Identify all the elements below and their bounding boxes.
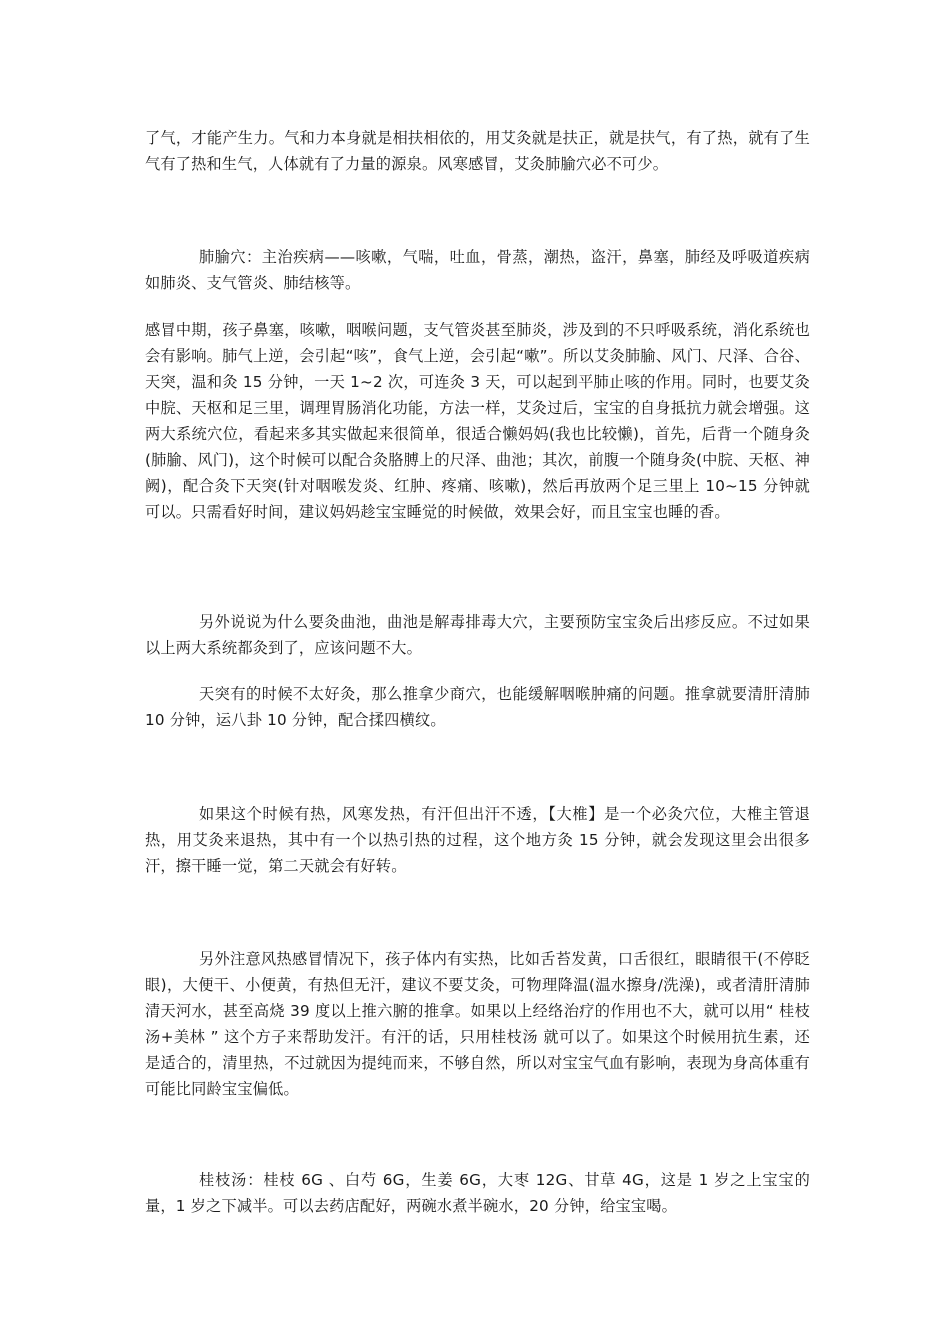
paragraph-guizhi-decoction: 桂枝汤：桂枝 6G 、白芍 6G，生姜 6G，大枣 12G、甘草 4G，这是 1 岁之上宝宝的量，1 岁之下减半。可以去药店配好，两碗水煮半碗水，20 分钟，给宝宝喝。 [145,1171,810,1215]
paragraph-mid-cold-treatment: 感冒中期，孩子鼻塞，咳嗽，咽喉问题，支气管炎甚至肺炎，涉及到的不只呼吸系统，消化系统也会有影响。肺气上逆，会引起“咳”，食气上逆，会引起“嗽”。所以艾灸肺腧、风门、尺泽、合谷、天突，温和灸 15 分钟，一天 1~2 次，可连灸 3 天，可以起到平肺止咳的作用。同时，也要艾灸中脘、天枢和足三里，调理胃肠消化功能，方法一样，艾灸过后，宝宝的自身抵抗力就会增强。这两大系统穴位，看起来多其实做起来很简单，很适合懒妈妈(我也比较懒)，首先，后背一个随身灸(肺腧、风门)，这个时候可以配合灸胳膊上的尺泽、曲池；其次，前腹一个随身灸(中脘、天枢、神阙)，配合灸下天突(针对咽喉发炎、红肿、疼痛、咳嗽)，然后再放两个足三里上 10~15 分钟就可以。只需看好时间，建议妈妈趁宝宝睡觉的时候做，效果会好，而且宝宝也睡的香。 [145,321,810,521]
paragraph-wind-heat-cold: 另外注意风热感冒情况下，孩子体内有实热，比如舌苔发黄，口舌很红，眼睛很干(不停眨眼)，大便干、小便黄，有热但无汗，建议不要艾灸，可物理降温(温水擦身/洗澡)，或者清肝清肺清天河水，甚至高烧 39 度以上推六腑的推拿。如果以上经络治疗的作用也不大，就可以用“ 桂枝汤+美林 ” 这个方子来帮助发汗。有汗的话，只用桂枝汤 就可以了。如果这个时候用抗生素，还是适合的，清里热，不过就因为提纯而来，不够自然，所以对宝宝气血有影响，表现为身高体重有可能比同龄宝宝偏低。 [145,950,810,1098]
paragraph-feishu-acupoint: 肺腧穴：主治疾病——咳嗽，气喘，吐血，骨蒸，潮热，盗汗，鼻塞，肺经及呼吸道疾病如肺炎、支气管炎、肺结核等。 [145,248,810,292]
paragraph-dazhui-fever: 如果这个时候有热，风寒发热，有汗但出汗不透，【大椎】是一个必灸穴位，大椎主管退热，用艾灸来退热，其中有一个以热引热的过程，这个地方灸 15 分钟，就会发现这里会出很多汗，擦干睡一觉，第二天就会有好转。 [145,805,810,875]
paragraph-qi-and-strength: 了气，才能产生力。气和力本身就是相扶相依的，用艾灸就是扶正，就是扶气，有了热，就有了生气有了热和生气，人体就有了力量的源泉。风寒感冒，艾灸肺腧穴必不可少。 [145,129,810,173]
paragraph-quchi-explanation: 另外说说为什么要灸曲池，曲池是解毒排毒大穴，主要预防宝宝灸后出疹反应。不过如果以上两大系统都灸到了，应该问题不大。 [145,613,810,657]
paragraph-tiantu-massage: 天突有的时候不太好灸，那么推拿少商穴，也能缓解咽喉肿痛的问题。推拿就要清肝清肺 10 分钟，运八卦 10 分钟，配合揉四横纹。 [145,685,810,729]
